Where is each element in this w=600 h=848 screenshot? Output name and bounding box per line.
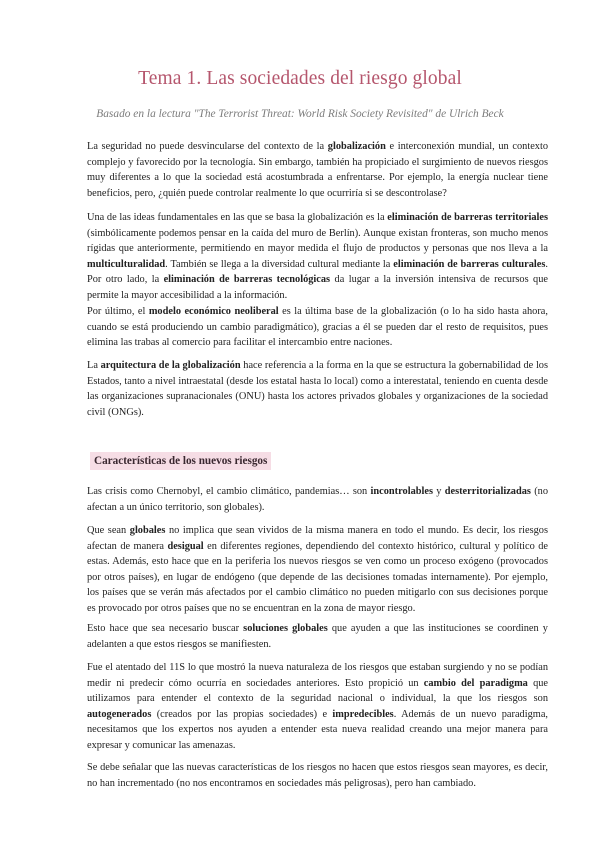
section-heading: Características de los nuevos riesgos [90, 452, 271, 470]
bold-term: globales [129, 525, 166, 536]
bold-term: incontrolables [370, 486, 433, 497]
paragraph-11s [87, 660, 548, 754]
text-run: que ayuden a que las instituciones se coordinen y adelanten a que estos riesgos se manifiesten. [87, 623, 548, 650]
text-run: no implica que sean vividos de la misma manera en todo el mundo. Es decir, los riesgos afectan de manera [87, 525, 548, 552]
text-run: que utilizamos para entender el contexto de la seguridad nacional o individual, la que los riesgos son [87, 677, 549, 705]
bold-term: desigual [167, 540, 204, 552]
text-run: (creados por las propias sociedades) e [151, 708, 333, 720]
text-run: da lugar a la inversión intensiva de recursos que permite la mayor accesibilidad a la información. [87, 274, 548, 301]
text-run: . Por otro lado, la [87, 258, 548, 286]
text-run: Una de las ideas fundamentales en las que se basa la globalización es la [87, 212, 388, 223]
text-run: Fue el atentado del 11S lo que mostró la nueva naturaleza de los riesgos que estaban surgiendo y no se podían medir ni predecir cómo ocurría en sociedades anteriores. Esto propició un [87, 662, 548, 689]
paragraph-soluciones [87, 621, 548, 652]
text-run: Que sean [87, 525, 130, 536]
paragraph-globales [87, 523, 548, 617]
text-run: y [432, 486, 445, 497]
text-run: Esto hace que sea necesario buscar [87, 623, 244, 634]
bold-term: eliminación de barreras territoriales [387, 212, 548, 223]
paragraph-conclusion [87, 760, 548, 791]
text-run: (simbólicamente podemos pensar en la caída del muro de Berlín). Aunque existan fronteras, son mucho menos rígidas que anteriormente, permitiendo en mayor medida el flujo de productos y personas que nos lleva a la [87, 227, 548, 255]
text-run: hace referencia a la forma en la que se estructura la gobernabilidad de los Estados, tanto a nivel intraestatal (desde los estatal hasta lo local) como a interestatal, teniendo en cuenta desde las organizaciones supranacionales (ONU) hasta los actores privados globales y organizaciones de la sociedad civil (ONGs). [87, 360, 549, 418]
bold-term: impredecibles [332, 708, 394, 720]
bold-term: eliminación de barreras culturales [393, 258, 546, 270]
text-run: La [87, 360, 101, 371]
text-run: es la última base de la globalización (o lo ha sido hasta ahora, cuando se está produciendo un cambio paradigmático), gracias a él se pueden dar el resto de requisitos, pues elimina las trabas al comercio para facilitar el intercambio entre naciones. [87, 306, 548, 349]
bold-term: arquitectura de la globalización [100, 360, 241, 371]
text-run: . Además de un nuevo paradigma, necesitamos que los expertos nos ayuden a entender esta nueva realidad creando una mejor manera para expresar y comunicar las amenazas. [87, 708, 548, 751]
bold-term: multiculturalidad [87, 258, 166, 270]
bold-term: cambio del paradigma [423, 677, 528, 689]
text-run: Las crisis como Chernobyl, el cambio climático, pandemias… son [87, 486, 371, 497]
bold-term: globalización [327, 141, 386, 152]
bold-term: eliminación de barreras tecnológicas [163, 274, 331, 286]
text-run: La seguridad no puede desvincularse del contexto de la [87, 141, 328, 152]
paragraph-modelo-economico [87, 304, 548, 351]
text-run: en diferentes regiones, dependiendo del contexto histórico, cultural y político de estas. Además, esto hace que en la periferia los nuevos riesgos se ven como un proceso exógeno (provocados por otros países), en lugar de endógeno (que depende de las decisiones tomadas internamente). Por ejemplo, los países que se verán más afectados por el cambio climático no pueden mitigarlo con sus decisiones porque es provocado por otros países que no se encuentran en la zona de mayor riesgo. [87, 540, 548, 614]
text-run: . También se llega a la diversidad cultural mediante la [165, 258, 394, 270]
text-run: Se debe señalar que las nuevas características de los riesgos no hacen que estos riesgos sean mayores, es decir, no han incrementado (no nos encontramos en sociedades más peligrosas), pero han cambiado. [87, 762, 548, 789]
text-run: e interconexión mundial, un contexto complejo y favorecido por la tecnología. Sin embargo, también ha propiciado el surgimiento de nuevos riesgos muy diferentes a lo que la sociedad está acostumbrada a enfrentarse. Por ejemplo, la energía nuclear tiene beneficios, pero, ¿quién puede controlar realmente lo que ocurriría si se descontrolase? [87, 141, 548, 199]
text-run: Por último, el [87, 306, 149, 317]
paragraph-globalizacion [87, 139, 548, 201]
paragraph-barreras [87, 210, 548, 304]
text-run: (no afectan a un único territorio, son globales). [87, 486, 548, 513]
paragraph-arquitectura [87, 358, 548, 420]
page-subtitle: Basado en la lectura "The Terrorist Threat: World Risk Society Revisited" de Ulrich Beck [96, 108, 504, 120]
page-title: Tema 1. Las sociedades del riesgo global [138, 68, 462, 89]
bold-term: soluciones globales [243, 623, 328, 634]
bold-term: autogenerados [87, 708, 152, 720]
bold-term: desterritorializadas [444, 486, 531, 497]
bold-term: modelo económico neoliberal [148, 306, 279, 317]
paragraph-crisis [87, 484, 548, 515]
